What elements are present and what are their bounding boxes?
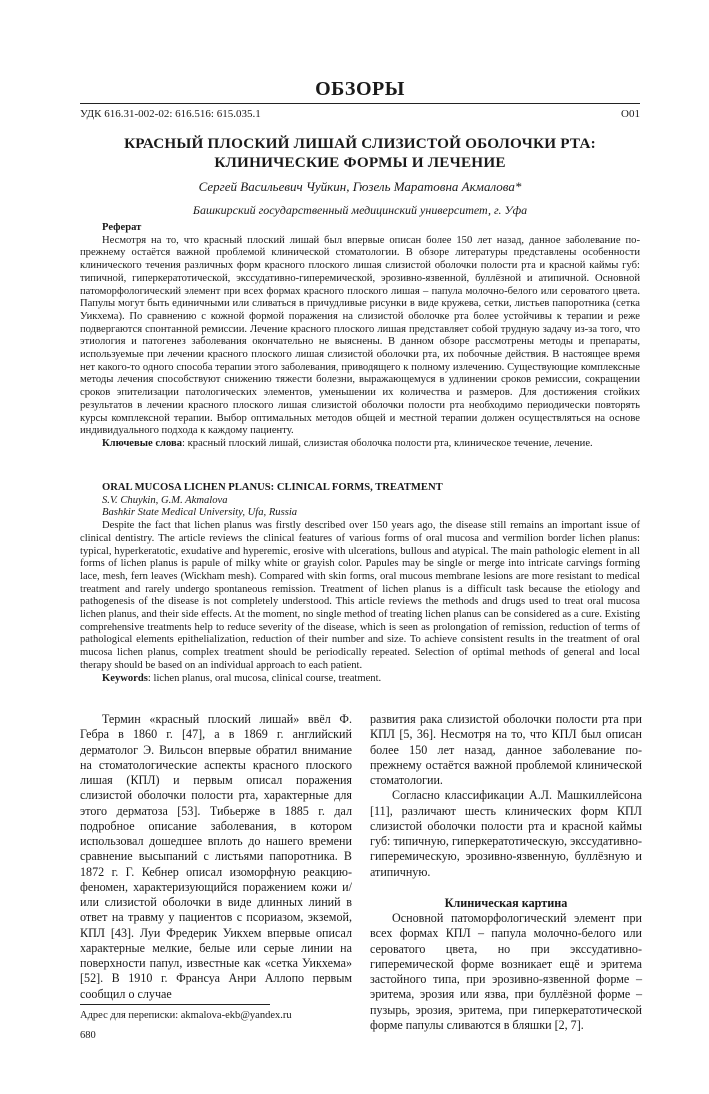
section-title: ОБЗОРЫ: [315, 78, 405, 100]
affiliation: Башкирский государственный медицинский университет, г. Уфа: [192, 203, 528, 217]
keywords-en-label: Keywords: [102, 672, 148, 684]
right-column: [370, 712, 642, 1033]
english-authors: S.V. Chuykin, G.M. Akmalova: [102, 494, 228, 506]
right-paragraph-2: Согласно классификации А.Л. Машкиллейсона [11], различают шесть клинических форм КПЛ слизистой оболочки полости рта и красной каймы губ: типичную, гиперкератотическую, экссудативно-гиперемическую, эрозивно-язвенную, буллёзную и атипичную.: [370, 788, 642, 879]
right-paragraph-3: Основной патоморфологический элемент при всех формах КПЛ – папула молочно-белого или сероватого цвета, но при экссудативно-гиперемической форме возникает ещё и эритема застойного типа, при эрозивно-язвенной форме – эритема, эрозия или язва, при буллёзной форме – пузырь, эрозия, эритема, при гиперкератотической форме папулы сливаются в бляшки [2, 7].: [370, 911, 642, 1032]
page-number: 680: [80, 1030, 96, 1041]
left-column: [80, 712, 352, 1002]
keywords-en: [80, 673, 640, 686]
article-title: [80, 134, 640, 172]
keywords-en-text: : lichen planus, oral mucosa, clinical course, treatment.: [147, 672, 382, 684]
english-abstract: [80, 482, 640, 685]
section-heading: Клиническая картина: [444, 895, 568, 910]
footnote-rule: [80, 1004, 270, 1005]
authors: Сергей Васильевич Чуйкин, Гюзель Маратовна Акмалова*: [198, 179, 522, 194]
rubric-code: О01: [621, 108, 640, 120]
udc-code: УДК 616.31-002-02: 616.516: 615.035.1: [80, 108, 261, 120]
abstract-label: Реферат: [102, 222, 142, 233]
english-affiliation: Bashkir State Medical University, Ufa, Russia: [102, 507, 298, 519]
title-line-2: КЛИНИЧЕСКИЕ ФОРМЫ И ЛЕЧЕНИЕ: [214, 154, 506, 171]
right-paragraph-1: развития рака слизистой оболочки полости рта при КПЛ [5, 36]. Несмотря на то, что КПЛ был описан более 150 лет назад, данное заболевание по-прежнему остаётся важной проблемой клинической стоматологии.: [370, 712, 642, 787]
correspondence-address: Адрес для переписки: akmalova-ekb@yandex.ru: [80, 1010, 292, 1021]
english-abstract-text: Despite the fact that lichen planus was firstly described over 150 years ago, the disease still remains an important issue of clinical dentistry. The article reviews the clinical features of various forms of oral mucosa and vermilion border lichen planus: typical, hyperkeratotic, exudative and hyperemic, erosive with ulcerations, bullous and atypical. The main pathologic element in all forms of lichen planus is papule of milky white or grayish color. Papules may be single or merge into intricate carvings forming lace, mesh, fern leaves (Wickham mesh). Compared with skin forms, oral mucous membrane lesions are more resistant to medical treatment and rarely undergo spontaneous remission. Treatment of lichen planus is a difficult task because the etiology and pathogenesis of the disease is not completely understood. This article reviews the methods and drugs used to treat oral mucosa lichen planus, and their side effects. At the moment, no single method of treating lichen planus can be considered as a cure. Existing comprehensive treatments help to reduce severity of the disease, which is seen as prolongation of remission, reduction of terms of pathological elements epithelialization, reduction of their number and size. To achieve consistent results in the treatment of oral mucosa lichen planus, complex treatment should be periodically repeated. Selection of optimal methods of general and local therapy should be based on an individual approach to each patient.: [80, 520, 640, 671]
udc-row: [80, 108, 640, 120]
keywords-label: Ключевые слова: [102, 437, 183, 449]
english-title: ORAL MUCOSA LICHEN PLANUS: CLINICAL FORMS, TREATMENT: [102, 482, 443, 493]
header-rule: [80, 103, 640, 104]
title-line-1: КРАСНЫЙ ПЛОСКИЙ ЛИШАЙ СЛИЗИСТОЙ ОБОЛОЧКИ РТА:: [124, 135, 596, 152]
abstract-text: Несмотря на то, что красный плоский лишай был впервые описан более 150 лет назад, данное заболевание по-прежнему остаётся важной проблемой клинической стоматологии. В обзоре литературы представлены особенности клинического течения различных форм красного плоского лишая слизистой оболочки полости рта и красной каймы губ: типичной, гиперкератотической, экссудативно-гиперемической, эрозивно-язвенной, буллёзной и атипичной. Основной патоморфологический элемент при всех формах красного плоского лишая – папула молочно-белого или сероватого цвета. Папулы могут быть единичными или сливаться в причудливые рисунки в виде кружева, сетки, листьев папоротника (сетка Уикхема). По сравнению с кожной формой поражения на слизистой оболочке рта более устойчивы к терапии и реже подвергаются спонтанной ремиссии. Лечение красного плоского лишая представляет собой трудную задачу из-за того, что этиология и патогенез заболевания окончательно не выяснены. В данном обзоре рассмотрены методы и препараты, используемые при лечении красного плоского лишая слизистой оболочки рта, их побочные действия. В настоящее время нет какого-то одного способа терапии этого заболевания, приводящего к полному излечению. Существующие комплексные методы лечения способствуют снижению тяжести болезни, выражающемуся в удлинении сроков ремиссии, сокращении сроков эпителизации патологических элементов, уменьшении их количества и размеров. Для достижения стойких результатов в лечении красного плоского лишая слизистой оболочки полости рта необходимо периодически повторять курсы комплексной терапии. Выбор оптимальных методов общей и местной терапии должен осуществляться на основе индивидуального подхода к каждому пациенту.: [80, 234, 640, 437]
russian-abstract: [80, 222, 640, 451]
keywords-ru: [80, 438, 640, 451]
keywords-text: : красный плоский лишай, слизистая оболочка полости рта, клиническое течение, лечение.: [182, 437, 593, 449]
intro-paragraph: Термин «красный плоский лишай» ввёл Ф. Гебра в 1860 г. [47], а в 1869 г. английский дерматолог Э. Вильсон впервые обратил внимание на стоматологические аспекты красного плоского лишая (КПЛ) и первым описал поражения слизистой оболочки полости рта, характерные для этого дерматоза [53]. Тибьерже в 1885 г. дал подробное описание заболевания, в котором использовал дошедшее вплоть до нашего времени сравнение высыпаний с листьями папоротника. В 1872 г. Г. Кебнер описал изоморфную реакцию-феномен, характеризующийся поражением кожи и/или слизистой оболочки в виде длинных линий в ответ на травму у пациентов с псориазом, экземой, КПЛ [43]. Луи Фредерик Уикхем впервые описал характерные мелкие, белые или серые линии на поверхности папул, известные как «сетка Уикхема» [52]. В 1910 г. Франсуа Анри Аллопо первым сообщил о случае: [80, 712, 352, 1001]
